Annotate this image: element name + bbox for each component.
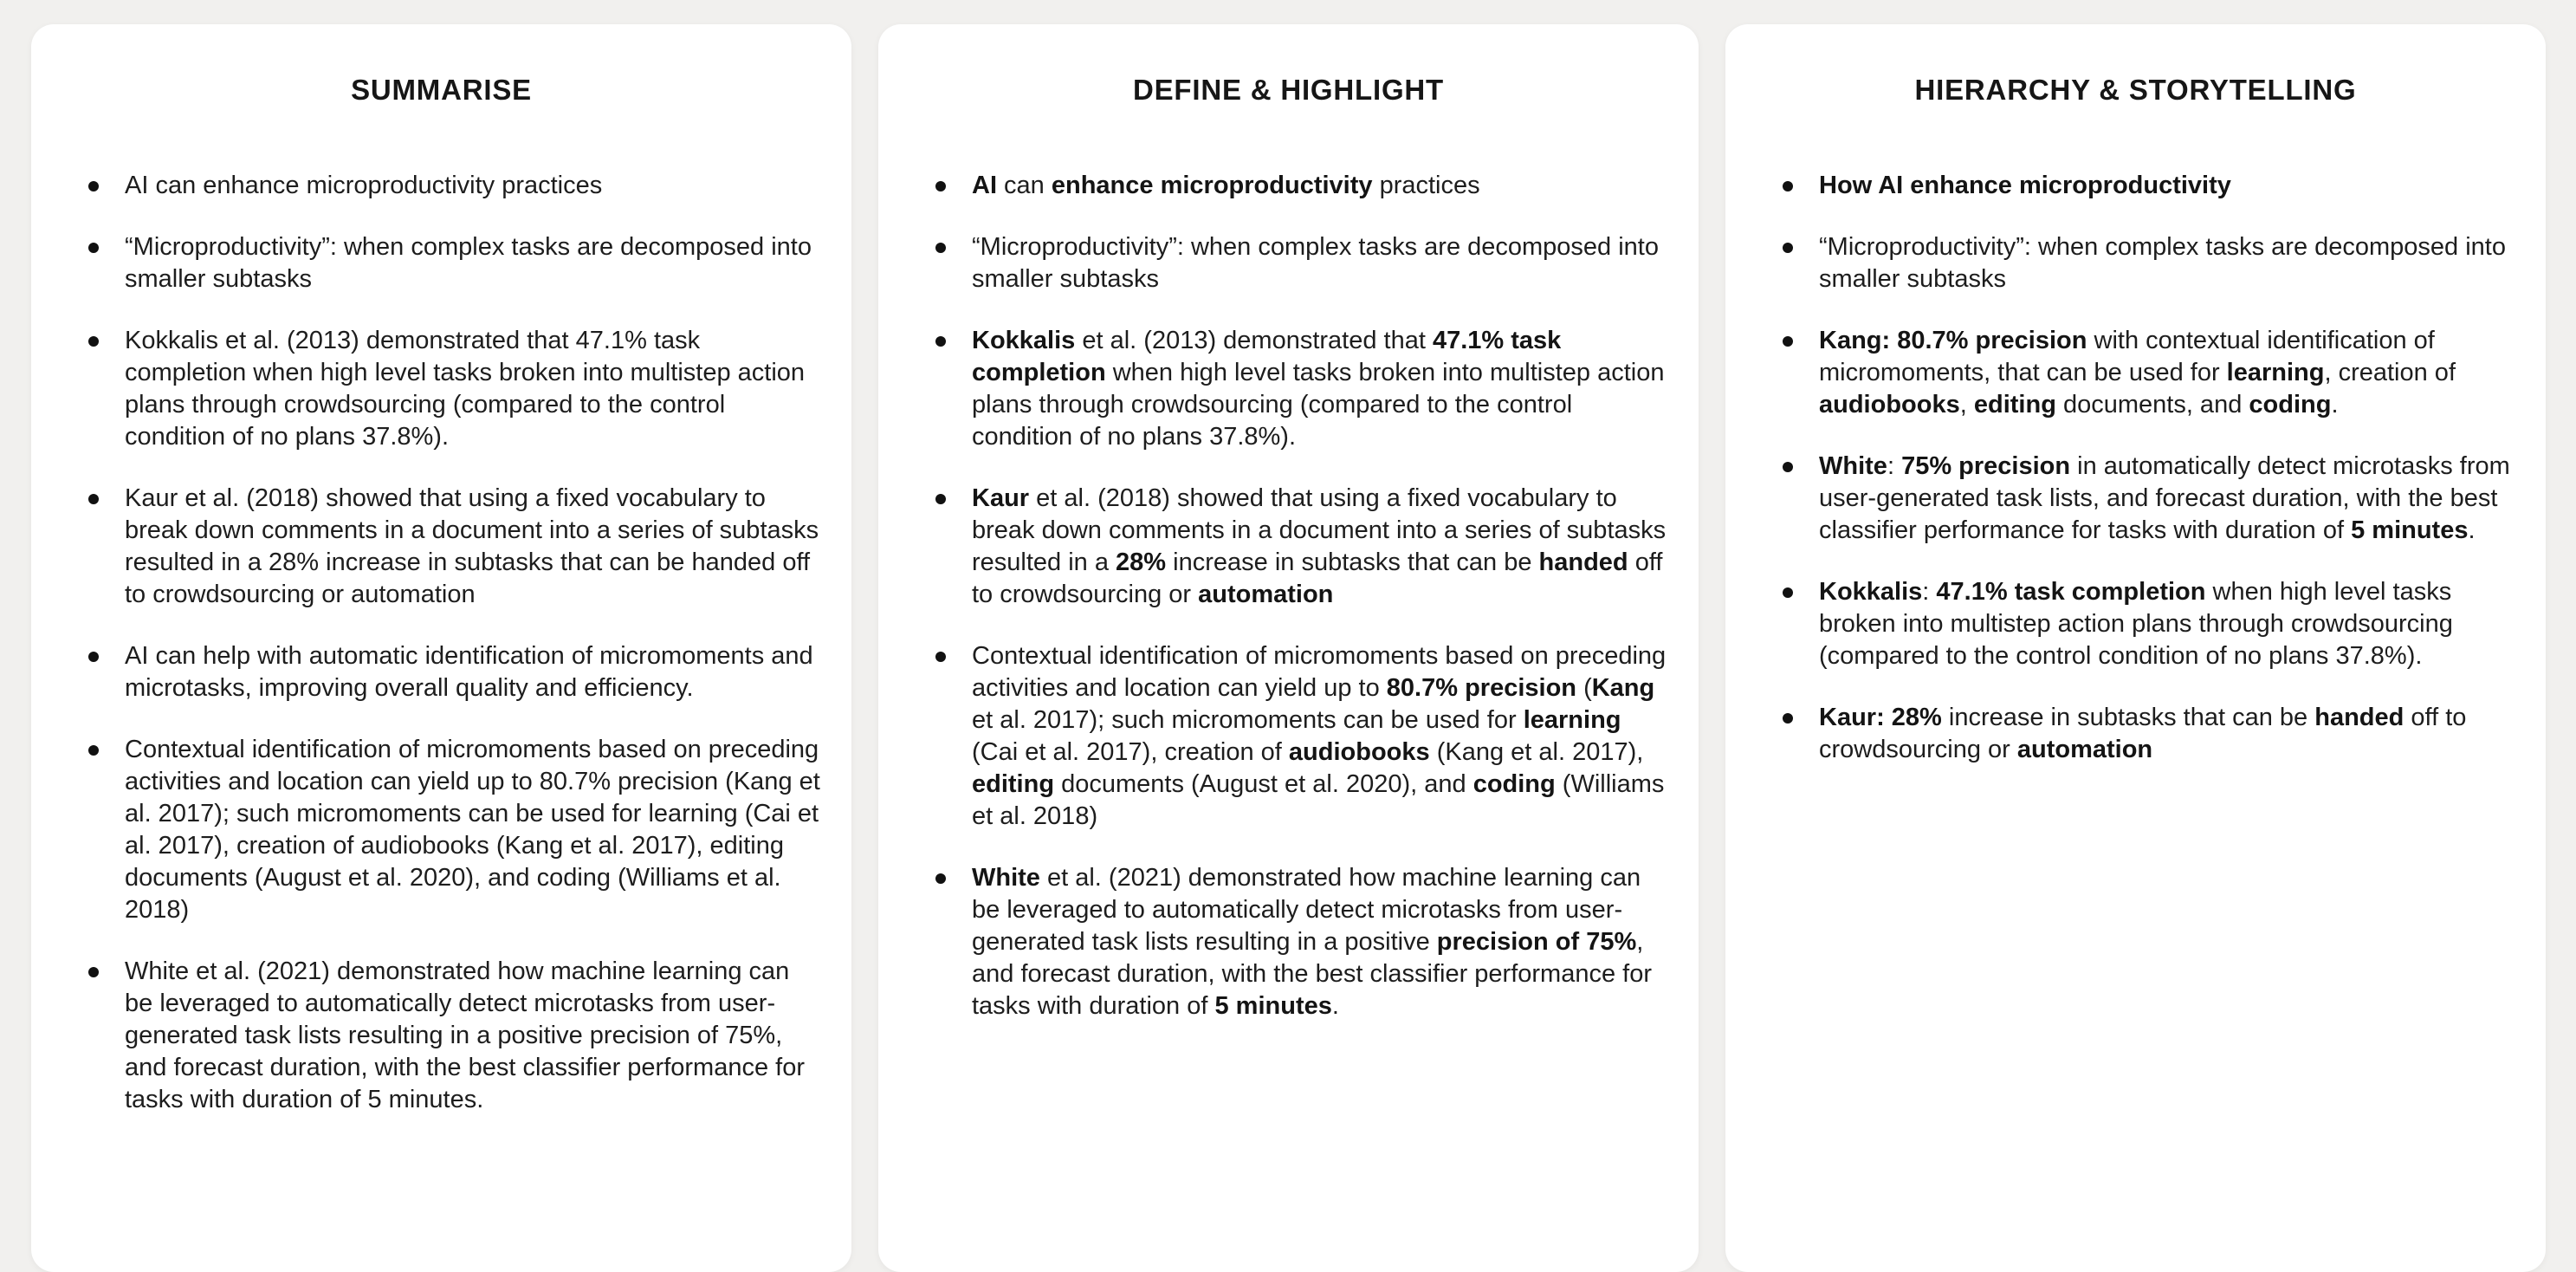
bullet-icon [935, 873, 946, 884]
bullet-text: Kokkalis et al. (2013) demonstrated that 47.1% task completion when high level tasks broken into multistep action plans through crowdsourcing (compared to the control condition of no plans 37.8%). [125, 327, 806, 451]
cards-row [31, 24, 2546, 1272]
bullet-list [62, 170, 820, 1116]
list-item [1783, 702, 2515, 766]
bullet-icon [88, 243, 99, 253]
bullet-icon [1783, 243, 1793, 253]
bullet-text: White et al. (2021) demonstrated how machine learning can be leveraged to automatically detect microtasks from user-generated task lists resulting in a positive precision of 75%, and forecast duration, with the best classifier performance for tasks with duration of 5 minutes. [125, 957, 805, 1113]
bullet-icon [88, 181, 99, 191]
list-item [935, 483, 1667, 611]
bullet-icon [1783, 713, 1793, 724]
list-item [88, 734, 820, 926]
list-item [935, 231, 1667, 295]
list-item [88, 956, 820, 1116]
list-item [88, 640, 820, 704]
bullet-list [909, 170, 1667, 1022]
bullet-icon [1783, 462, 1793, 472]
bullet-text: “Microproductivity”: when complex tasks are decomposed into smaller subtasks [125, 233, 812, 293]
bullet-icon [88, 745, 99, 756]
card-define-highlight [878, 24, 1699, 1272]
list-item [88, 170, 820, 202]
list-item [88, 483, 820, 611]
list-item [935, 640, 1667, 833]
bullet-icon [88, 336, 99, 347]
bullet-icon [88, 967, 99, 977]
bullet-list [1757, 170, 2515, 766]
card-summarise [31, 24, 851, 1272]
bullet-text: Contextual identification of micromoments based on preceding activities and location can yield up to 80.7% precision (Kang et al. 2017); such micromoments can be used for learning (Cai et al. 2017), creation of audiobooks (Kang et al. 2017), editing documents (August et al. 2020), and coding (Williams et al. 2018) [972, 642, 1667, 830]
bullet-text: AI can enhance microproductivity practices [125, 172, 603, 199]
bullet-text: “Microproductivity”: when complex tasks are decomposed into smaller subtasks [972, 233, 1659, 293]
card-hierarchy-storytelling [1725, 24, 2546, 1272]
list-item [88, 231, 820, 295]
bullet-text: Kaur et al. (2018) showed that using a fixed vocabulary to break down comments in a document into a series of subtasks resulted in a 28% increase in subtasks that can be handed off to crowdsourcing or automation [972, 484, 1667, 608]
list-item [1783, 325, 2515, 421]
bullet-text: Contextual identification of micromoments based on preceding activities and location can yield up to 80.7% precision (Kang et al. 2017); such micromoments can be used for learning (Cai et al. 2017), creation of audiobooks (Kang et al. 2017), editing documents (August et al. 2020), and coding (Williams et al. 2018) [125, 736, 820, 924]
bullet-text: AI can help with automatic identification of micromoments and microtasks, improving overall quality and efficiency. [125, 642, 813, 702]
bullet-icon [935, 336, 946, 347]
list-item [935, 862, 1667, 1022]
bullet-icon [935, 652, 946, 662]
bullet-text: AI can enhance microproductivity practices [972, 172, 1480, 199]
list-item [1783, 170, 2515, 202]
card-title: HIERARCHY & STORYTELLING [1914, 74, 2357, 106]
bullet-text: “Microproductivity”: when complex tasks are decomposed into smaller subtasks [1819, 233, 2506, 293]
bullet-icon [1783, 336, 1793, 347]
bullet-icon [935, 243, 946, 253]
bullet-text: Kang: 80.7% precision with contextual identification of micromoments, that can be used for learning, creation of audiobooks, editing documents, and coding. [1819, 327, 2456, 419]
list-item [88, 325, 820, 453]
bullet-text: Kaur: 28% increase in subtasks that can be handed off to crowdsourcing or automation [1819, 704, 2467, 763]
bullet-text: White et al. (2021) demonstrated how machine learning can be leveraged to automatically detect microtasks from user-generated task lists resulting in a positive precision of 75%, and forecast duration, with the best classifier performance for tasks with duration of 5 minutes. [972, 864, 1652, 1020]
list-item [1783, 231, 2515, 295]
bullet-text: Kokkalis et al. (2013) demonstrated that 47.1% task completion when high level tasks broken into multistep action plans through crowdsourcing (compared to the control condition of no plans 37.8%). [972, 327, 1665, 451]
bullet-text: Kokkalis: 47.1% task completion when high level tasks broken into multistep action plans through crowdsourcing (compared to the control condition of no plans 37.8%). [1819, 578, 2453, 670]
list-item [935, 325, 1667, 453]
bullet-icon [88, 494, 99, 504]
bullet-icon [88, 652, 99, 662]
bullet-icon [1783, 587, 1793, 598]
list-item [935, 170, 1667, 202]
bullet-text: Kaur et al. (2018) showed that using a fixed vocabulary to break down comments in a document into a series of subtasks resulted in a 28% increase in subtasks that can be handed off to crowdsourcing or automation [125, 484, 819, 608]
card-title: DEFINE & HIGHLIGHT [1132, 74, 1445, 106]
card-title: SUMMARISE [351, 74, 532, 106]
bullet-text: How AI enhance microproductivity [1819, 172, 2231, 199]
bullet-icon [935, 181, 946, 191]
list-item [1783, 451, 2515, 547]
bullet-text: White: 75% precision in automatically detect microtasks from user-generated task lists, and forecast duration, with the best classifier performance for tasks with duration of 5 minutes. [1819, 452, 2510, 544]
list-item [1783, 576, 2515, 672]
bullet-icon [935, 494, 946, 504]
bullet-icon [1783, 181, 1793, 191]
